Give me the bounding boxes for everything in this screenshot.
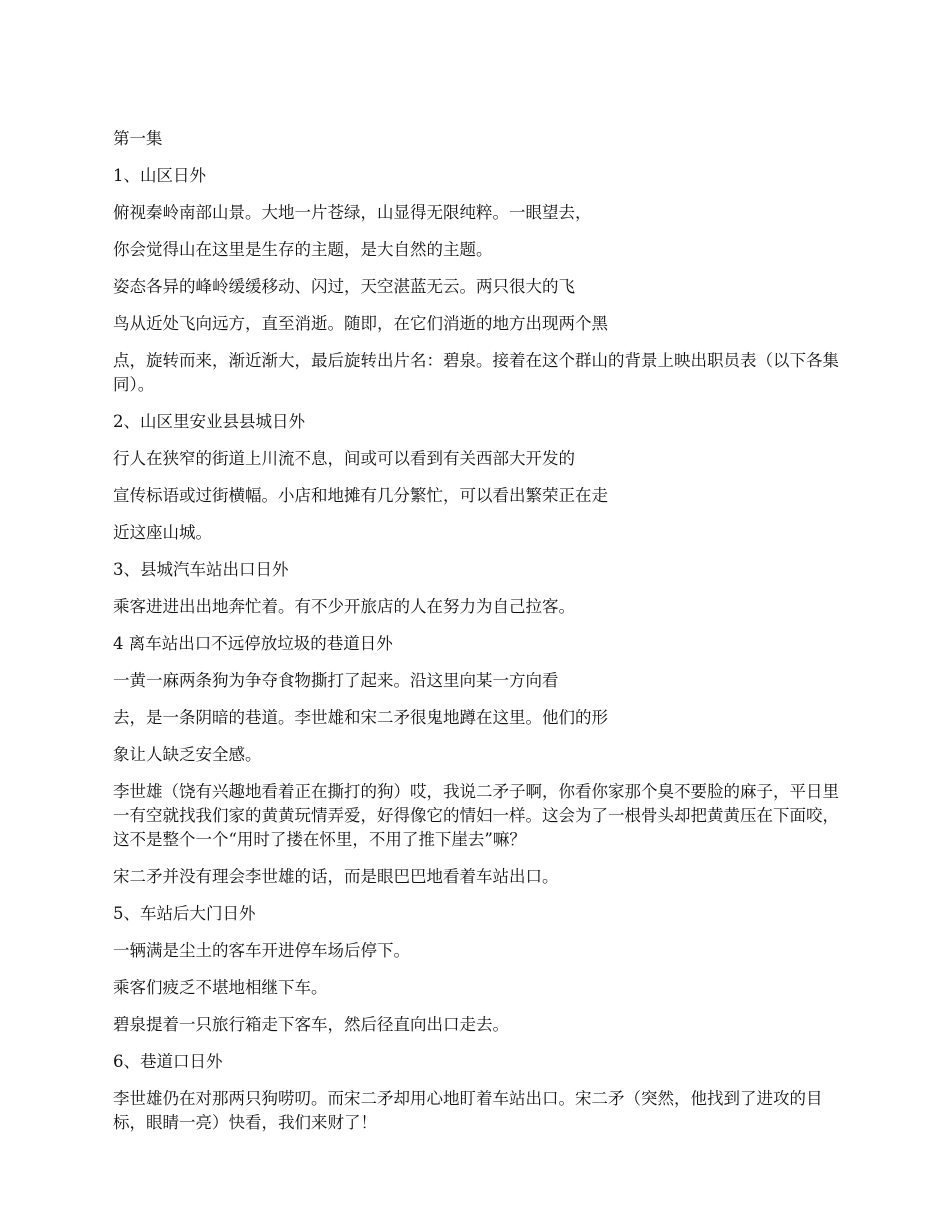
paragraph: 姿态各异的峰岭缓缓移动、闪过，天空湛蓝无云。两只很大的飞 (113, 277, 575, 296)
scene-heading-2: 2、山区里安业县县城日外 (113, 412, 305, 431)
dialogue: 李世雄（饶有兴趣地看着正在撕打的狗）哎，我说二矛子啊，你看你家那个臭不要脸的麻子，平日里一有空就找我们家的黄黄玩情弄爱，好得像它的情妇一样。这会为了一根骨头却把黄黄压在下面咬，这不是整个一个“用时了搂在怀里，不用了推下崖去”嘛？ (113, 782, 839, 849)
paragraph: 一辆满是尘土的客车开进停车场后停下。 (113, 941, 410, 960)
paragraph: 碧泉提着一只旅行箱走下客车，然后径直向出口走去。 (113, 1015, 509, 1034)
paragraph: 宋二矛并没有理会李世雄的话，而是眼巴巴地看着车站出口。 (113, 867, 559, 886)
scene-heading-5: 5、车站后大门日外 (113, 904, 256, 923)
paragraph: 近这座山城。 (113, 523, 212, 542)
paragraph: 你会觉得山在这里是生存的主题，是大自然的主题。 (113, 240, 493, 259)
dialogue: 李世雄仍在对那两只狗唠叨。而宋二矛却用心地盯着车站出口。宋二矛（突然，他找到了进攻的目标，眼睛一亮）快看，我们来财了！ (113, 1089, 823, 1132)
paragraph: 宣传标语或过街横幅。小店和地摊有几分繁忙，可以看出繁荣正在走 (113, 486, 608, 505)
paragraph: 行人在狭窄的街道上川流不息，间或可以看到有关西部大开发的 (113, 449, 575, 468)
scene-heading-4: 4 离车站出口不远停放垃圾的巷道日外 (113, 634, 393, 653)
paragraph: 乘客们疲乏不堪地相继下车。 (113, 978, 328, 997)
paragraph: 俯视秦岭南部山景。大地一片苍绿，山显得无限纯粹。一眼望去， (113, 203, 592, 222)
scene-heading-3: 3、县城汽车站出口日外 (113, 560, 289, 579)
paragraph: 乘客进进出出地奔忙着。有不少开旅店的人在努力为自己拉客。 (113, 597, 575, 616)
scene-heading-1: 1、山区日外 (113, 166, 206, 185)
paragraph: 点，旋转而来，渐近渐大，最后旋转出片名：碧泉。接着在这个群山的背景上映出职员表（以下各集同）。 (113, 351, 839, 394)
paragraph: 一黄一麻两条狗为争夺食物撕打了起来。沿这里向某一方向看 (113, 671, 559, 690)
document-page (113, 127, 843, 1148)
paragraph: 去，是一条阴暗的巷道。李世雄和宋二矛很鬼地蹲在这里。他们的形 (113, 708, 608, 727)
paragraph: 象让人缺乏安全感。 (113, 745, 262, 764)
paragraph: 鸟从近处飞向远方，直至消逝。随即，在它们消逝的地方出现两个黑 (113, 314, 608, 333)
episode-title: 第一集 (113, 129, 163, 148)
scene-heading-6: 6、巷道口日外 (113, 1052, 223, 1071)
